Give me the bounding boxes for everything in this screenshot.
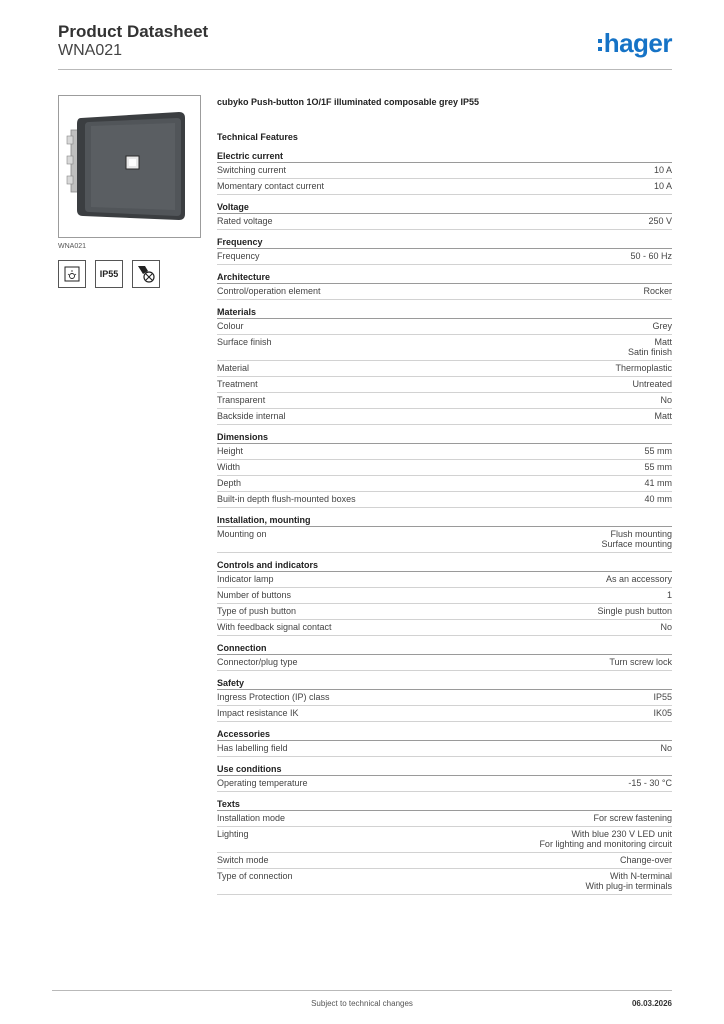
feature-section	[217, 150, 672, 195]
feature-value: 55 mm	[644, 462, 672, 472]
feature-value: Flush mounting Surface mounting	[601, 529, 672, 549]
feature-label: Treatment	[217, 379, 258, 389]
illuminated-badge	[58, 260, 86, 288]
feature-row	[217, 361, 672, 377]
feature-row	[217, 214, 672, 230]
section-title: Controls and indicators	[217, 559, 672, 572]
feature-label: Mounting on	[217, 529, 267, 539]
feature-value: 40 mm	[644, 494, 672, 504]
section-title: Materials	[217, 306, 672, 319]
feature-label: Lighting	[217, 829, 249, 839]
feature-value: No	[660, 743, 672, 753]
feature-value: No	[660, 395, 672, 405]
feature-label: Surface finish	[217, 337, 272, 347]
feature-section	[217, 236, 672, 265]
feature-label: Switching current	[217, 165, 287, 175]
feature-row	[217, 179, 672, 195]
product-image	[58, 95, 201, 238]
feature-row	[217, 853, 672, 869]
feature-label: Operating temperature	[217, 778, 308, 788]
feature-value: With N-terminal With plug-in terminals	[585, 871, 672, 891]
push-button-product-icon	[59, 96, 200, 237]
section-title: Architecture	[217, 271, 672, 284]
feature-value: IK05	[653, 708, 672, 718]
feature-row	[217, 393, 672, 409]
feature-value: 1	[666, 590, 672, 600]
feature-label: Number of buttons	[217, 590, 292, 600]
ip-rating-badge	[95, 260, 123, 288]
illuminated-icon	[62, 264, 82, 284]
feature-label: Has labelling field	[217, 743, 288, 753]
feature-value: Untreated	[632, 379, 672, 389]
feature-label: With feedback signal contact	[217, 622, 332, 632]
feature-label: Connector/plug type	[217, 657, 298, 667]
section-title: Voltage	[217, 201, 672, 214]
feature-section	[217, 559, 672, 636]
feature-label: Momentary contact current	[217, 181, 325, 191]
feature-label: Colour	[217, 321, 244, 331]
technical-features-heading: Technical Features	[217, 132, 298, 142]
feature-row	[217, 319, 672, 335]
feature-row	[217, 655, 672, 671]
feature-value: With blue 230 V LED unit For lighting and monitoring circuit	[539, 829, 672, 849]
feature-value: 50 - 60 Hz	[630, 251, 672, 261]
feature-row	[217, 492, 672, 508]
page-title: Product Datasheet	[58, 22, 209, 41]
feature-label: Switch mode	[217, 855, 269, 865]
feature-label: Width	[217, 462, 241, 472]
feature-row	[217, 827, 672, 853]
feature-label: Material	[217, 363, 250, 373]
feature-label: Height	[217, 446, 244, 456]
feature-value: Matt	[654, 411, 672, 421]
feature-row	[217, 476, 672, 492]
feature-label: Type of push button	[217, 606, 297, 616]
feature-section	[217, 431, 672, 508]
section-title: Frequency	[217, 236, 672, 249]
feature-value: Single push button	[597, 606, 672, 616]
feature-value: 55 mm	[644, 446, 672, 456]
section-title: Safety	[217, 677, 672, 690]
feature-row	[217, 335, 672, 361]
feature-value: 10 A	[653, 181, 672, 191]
feature-value: As an accessory	[605, 574, 672, 584]
image-caption: WNA021	[58, 243, 87, 250]
section-title: Accessories	[217, 728, 672, 741]
section-title: Connection	[217, 642, 672, 655]
feature-label: Type of connection	[217, 871, 293, 881]
section-title: Use conditions	[217, 763, 672, 776]
footer-divider	[52, 990, 672, 991]
feature-value: Change-over	[619, 855, 672, 865]
feature-row	[217, 811, 672, 827]
header-divider	[58, 69, 672, 70]
feature-row	[217, 444, 672, 460]
feature-label: Ingress Protection (IP) class	[217, 692, 330, 702]
feature-label: Depth	[217, 478, 242, 488]
logo-dots-icon	[598, 39, 602, 51]
footer-date: 06.03.2026	[631, 999, 672, 1008]
product-code: WNA021	[58, 42, 123, 59]
feature-label: Transparent	[217, 395, 266, 405]
feature-section	[217, 201, 672, 230]
feature-label: Frequency	[217, 251, 260, 261]
section-title: Installation, mounting	[217, 514, 672, 527]
feature-row	[217, 377, 672, 393]
feature-label: Built-in depth flush-mounted boxes	[217, 494, 356, 504]
feature-value: Thermoplastic	[615, 363, 672, 373]
feature-value: IP55	[653, 692, 672, 702]
feature-row	[217, 869, 672, 895]
feature-label: Impact resistance IK	[217, 708, 299, 718]
feature-row	[217, 284, 672, 300]
feature-row	[217, 572, 672, 588]
feature-section	[217, 306, 672, 425]
section-title: Electric current	[217, 150, 672, 163]
feature-value: Grey	[652, 321, 672, 331]
feature-label: Control/operation element	[217, 286, 321, 296]
screw-terminal-badge	[132, 260, 160, 288]
feature-value: 41 mm	[644, 478, 672, 488]
feature-section	[217, 514, 672, 553]
feature-row	[217, 460, 672, 476]
feature-label: Installation mode	[217, 813, 286, 823]
feature-value: 10 A	[653, 165, 672, 175]
hager-logo	[598, 27, 672, 59]
feature-value: 250 V	[648, 216, 672, 226]
feature-badges	[58, 260, 160, 288]
feature-row	[217, 690, 672, 706]
feature-label: Rated voltage	[217, 216, 273, 226]
feature-row	[217, 706, 672, 722]
feature-section	[217, 677, 672, 722]
footer-note: Subject to technical changes	[311, 999, 413, 1008]
feature-section	[217, 763, 672, 792]
feature-value: -15 - 30 °C	[628, 778, 672, 788]
feature-row	[217, 527, 672, 553]
feature-label: Backside internal	[217, 411, 286, 421]
page-header	[58, 22, 672, 72]
feature-sections	[217, 150, 672, 895]
feature-row	[217, 604, 672, 620]
feature-section	[217, 642, 672, 671]
feature-value: Turn screw lock	[609, 657, 672, 667]
product-name: cubyko Push-button 1O/1F illuminated composable grey IP55	[217, 97, 480, 107]
feature-value: Rocker	[643, 286, 672, 296]
ip-rating-text: IP55	[99, 269, 119, 279]
logo-text: hager	[603, 28, 672, 58]
feature-row	[217, 588, 672, 604]
feature-value: For screw fastening	[593, 813, 672, 823]
feature-value: No	[660, 622, 672, 632]
feature-section	[217, 271, 672, 300]
feature-section	[217, 798, 672, 895]
feature-row	[217, 409, 672, 425]
screw-terminal-icon	[135, 263, 157, 285]
feature-label: Indicator lamp	[217, 574, 274, 584]
feature-row	[217, 776, 672, 792]
section-title: Dimensions	[217, 431, 672, 444]
feature-row	[217, 741, 672, 757]
section-title: Texts	[217, 798, 672, 811]
feature-value: Matt Satin finish	[627, 337, 672, 357]
feature-section	[217, 728, 672, 757]
technical-content	[217, 95, 672, 895]
feature-row	[217, 620, 672, 636]
feature-row	[217, 249, 672, 265]
feature-row	[217, 163, 672, 179]
